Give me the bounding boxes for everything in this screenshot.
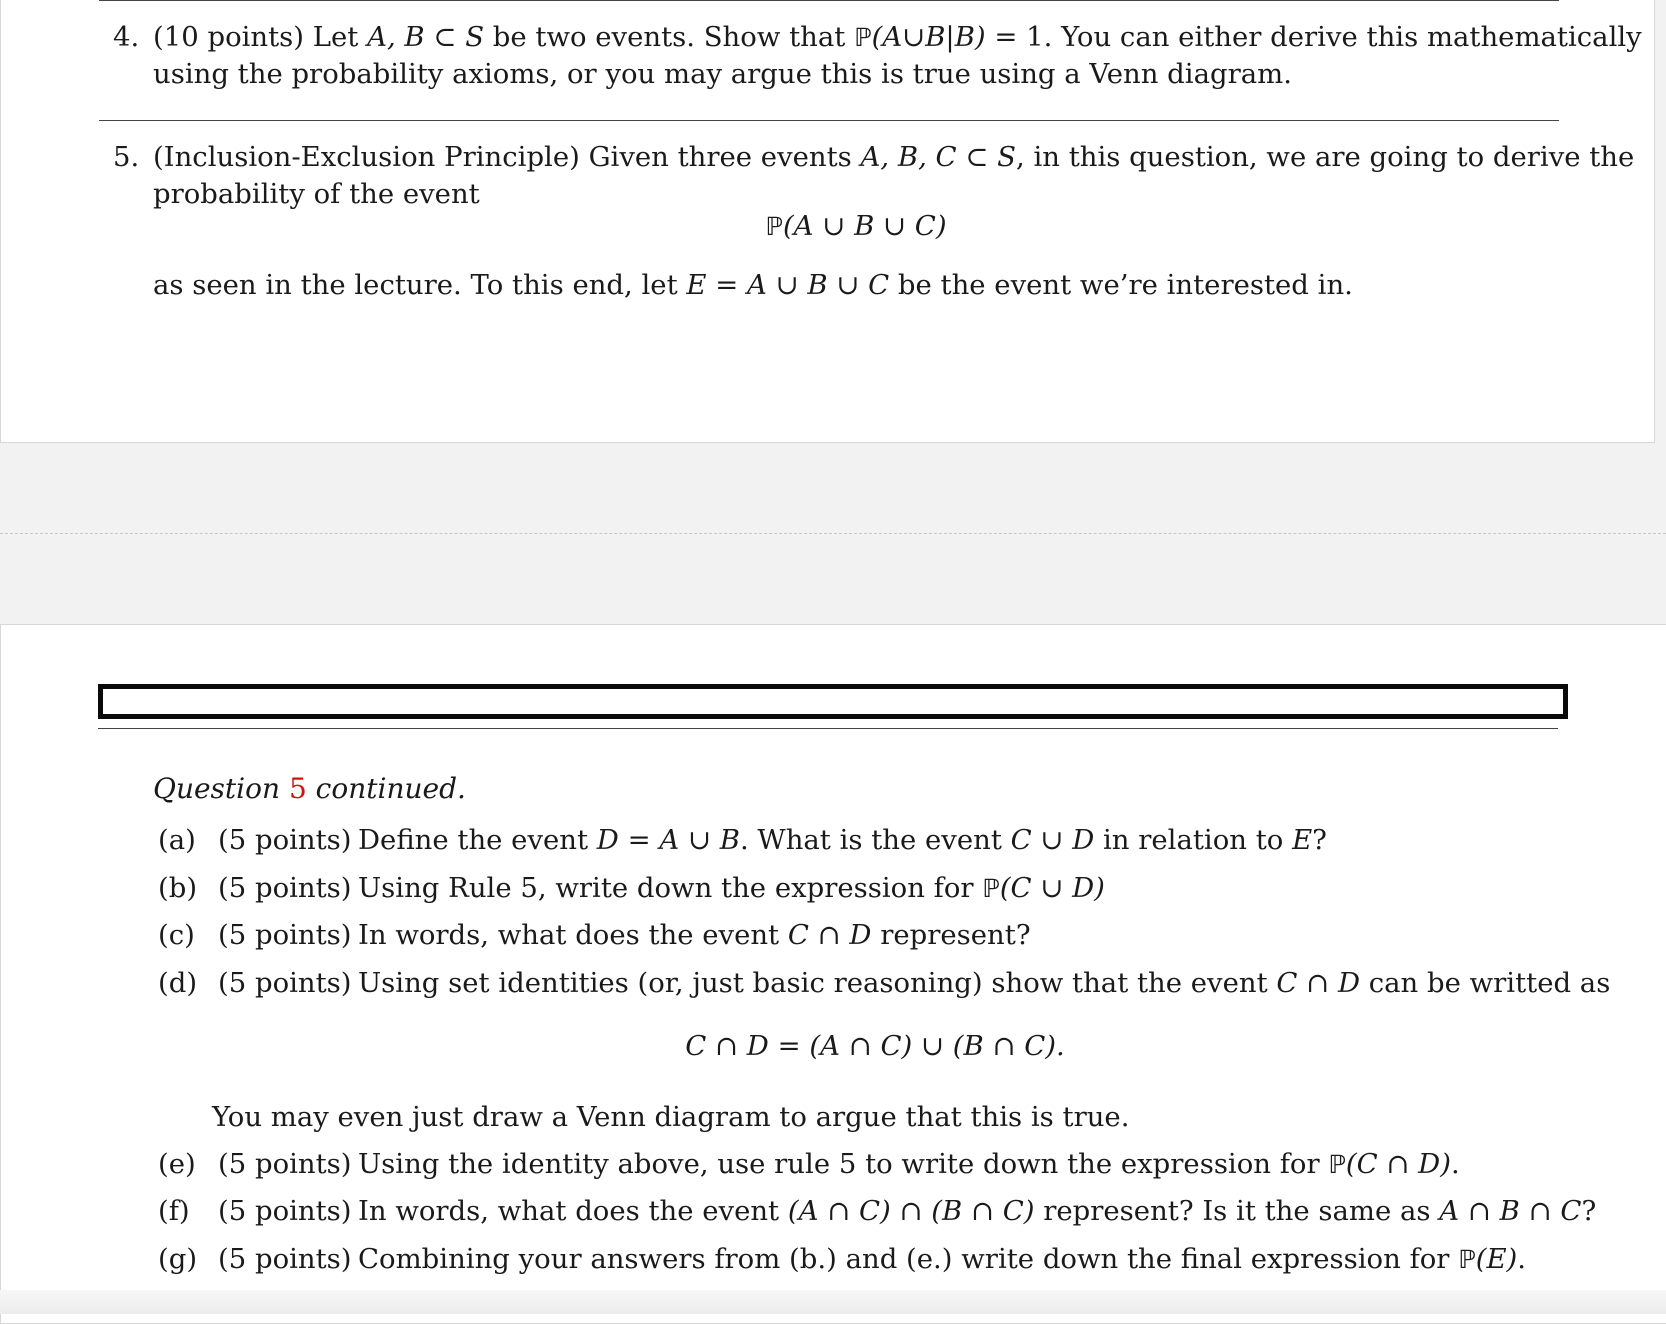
q4-number: 4. (113, 21, 140, 53)
q5-number: 5. (113, 141, 140, 173)
page-gap-divider (0, 533, 1666, 534)
header-rule (98, 728, 1558, 729)
q5-line-1: 5. (Inclusion-Exclusion Principle) Given three events A, B, C ⊂ S, in this question, we are going to derive the (113, 141, 1635, 173)
question-number-red: 5 (288, 772, 307, 805)
q4-line-1: 4. (10 points) Let A, B ⊂ S be two events. Show that ℙ(A∪B|B) = 1. You can either derive this mathematically (113, 21, 1642, 53)
header-box (98, 684, 1568, 719)
q5-display-formula: ℙ(A ∪ B ∪ C) (765, 210, 947, 242)
part-d-display-formula: C ∩ D = (A ∩ C) ∪ (B ∩ C). (685, 1030, 1065, 1062)
question-continued-title: Question 5 continued. (153, 772, 466, 805)
page-top (0, 0, 1655, 443)
bottom-shadow (0, 1290, 1666, 1314)
separator-rule (99, 120, 1559, 121)
top-rule (99, 0, 1559, 1)
q4-line-2: using the probability axioms, or you may argue this is true using a Venn diagram. (153, 58, 1292, 90)
q5-line-2: probability of the event (153, 178, 480, 210)
q5-line-3: as seen in the lecture. To this end, let E = A ∪ B ∪ C be the event we’re interested in. (153, 269, 1353, 301)
part-d-note: You may even just draw a Venn diagram to argue that this is true. (212, 1101, 1130, 1133)
